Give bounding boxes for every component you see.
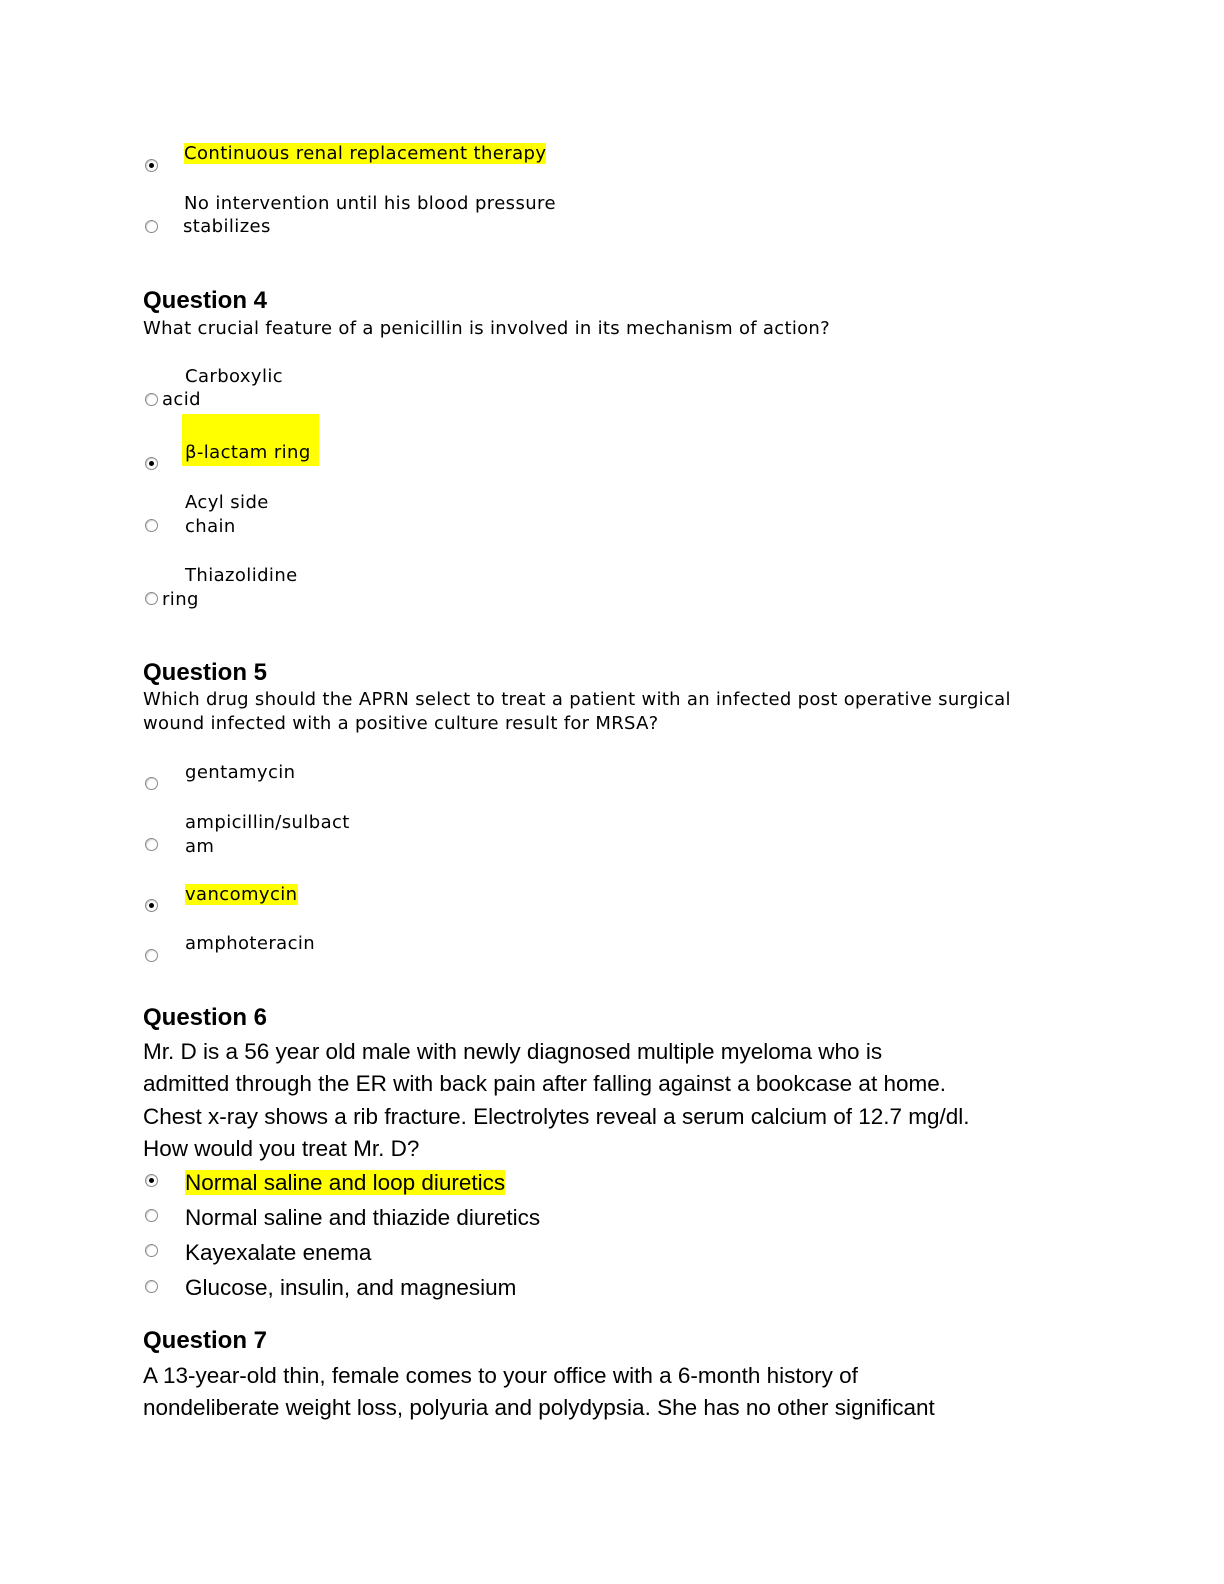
question-6-prompt-line2: admitted through the ER with back pain after falling against a bookcase at home. <box>143 1071 946 1096</box>
question-5-title: Question 5 <box>143 659 268 686</box>
q4-option-2-radio[interactable] <box>145 457 158 470</box>
q4-option-4-radio[interactable] <box>145 592 158 605</box>
q6-option-2-radio[interactable] <box>145 1209 158 1222</box>
q3-option-1-radio[interactable] <box>145 159 158 172</box>
q4-option-2-label: β-lactam ring <box>185 442 311 463</box>
question-6-prompt-line4: How would you treat Mr. D? <box>143 1136 420 1161</box>
q5-option-4-label: amphoteracin <box>185 933 316 954</box>
q4-option-3-line1: Acyl side <box>185 492 269 513</box>
q6-option-3-label: Kayexalate enema <box>185 1240 372 1265</box>
question-4-prompt: What crucial feature of a penicillin is involved in its mechanism of action? <box>143 318 830 339</box>
q5-option-4-radio[interactable] <box>145 949 158 962</box>
q4-option-3-radio[interactable] <box>145 519 158 532</box>
q3-option-1-label: Continuous renal replacement therapy <box>184 143 547 164</box>
q6-option-4-label: Glucose, insulin, and magnesium <box>185 1275 517 1300</box>
question-6-prompt-line3: Chest x-ray shows a rib fracture. Electrolytes reveal a serum calcium of 12.7 mg/dl. <box>143 1104 970 1129</box>
q4-option-1-radio[interactable] <box>145 393 158 406</box>
q6-option-3-radio[interactable] <box>145 1244 158 1257</box>
question-6-prompt-line1: Mr. D is a 56 year old male with newly diagnosed multiple myeloma who is <box>143 1039 883 1064</box>
question-5-prompt-line2: wound infected with a positive culture result for MRSA? <box>143 713 659 734</box>
question-7-title: Question 7 <box>143 1327 268 1354</box>
q4-option-4-line1: Thiazolidine <box>185 565 298 586</box>
q5-option-3-label: vancomycin <box>185 884 298 905</box>
q3-option-2-radio[interactable] <box>145 220 158 233</box>
question-4-title: Question 4 <box>143 287 268 314</box>
q6-option-4-radio[interactable] <box>145 1280 158 1293</box>
q4-option-3-line2: chain <box>185 516 236 537</box>
q4-option-4-line2: ring <box>162 589 199 610</box>
q5-option-2-radio[interactable] <box>145 838 158 851</box>
question-6-title: Question 6 <box>143 1004 268 1031</box>
q6-option-1-radio[interactable] <box>145 1174 158 1187</box>
q6-option-1-label: Normal saline and loop diuretics <box>185 1170 506 1195</box>
q5-option-3-radio[interactable] <box>145 899 158 912</box>
question-5-prompt-line1: Which drug should the APRN select to treat a patient with an infected post operative surgical <box>143 689 1011 710</box>
q4-option-1-line2: acid <box>162 389 201 410</box>
q5-option-2-line2: am <box>185 836 215 857</box>
q3-option-2-line2: stabilizes <box>183 216 271 237</box>
q5-option-1-radio[interactable] <box>145 777 158 790</box>
q6-option-2-label: Normal saline and thiazide diuretics <box>185 1205 541 1230</box>
question-7-prompt-line2: nondeliberate weight loss, polyuria and polydypsia. She has no other significant <box>143 1395 935 1420</box>
q4-option-1-line1: Carboxylic <box>185 366 284 387</box>
q5-option-2-line1: ampicillin/sulbact <box>185 812 350 833</box>
question-7-prompt-line1: A 13-year-old thin, female comes to your office with a 6-month history of <box>143 1363 858 1388</box>
q3-option-2-line1: No intervention until his blood pressure <box>184 193 556 214</box>
q5-option-1-label: gentamycin <box>185 762 296 783</box>
